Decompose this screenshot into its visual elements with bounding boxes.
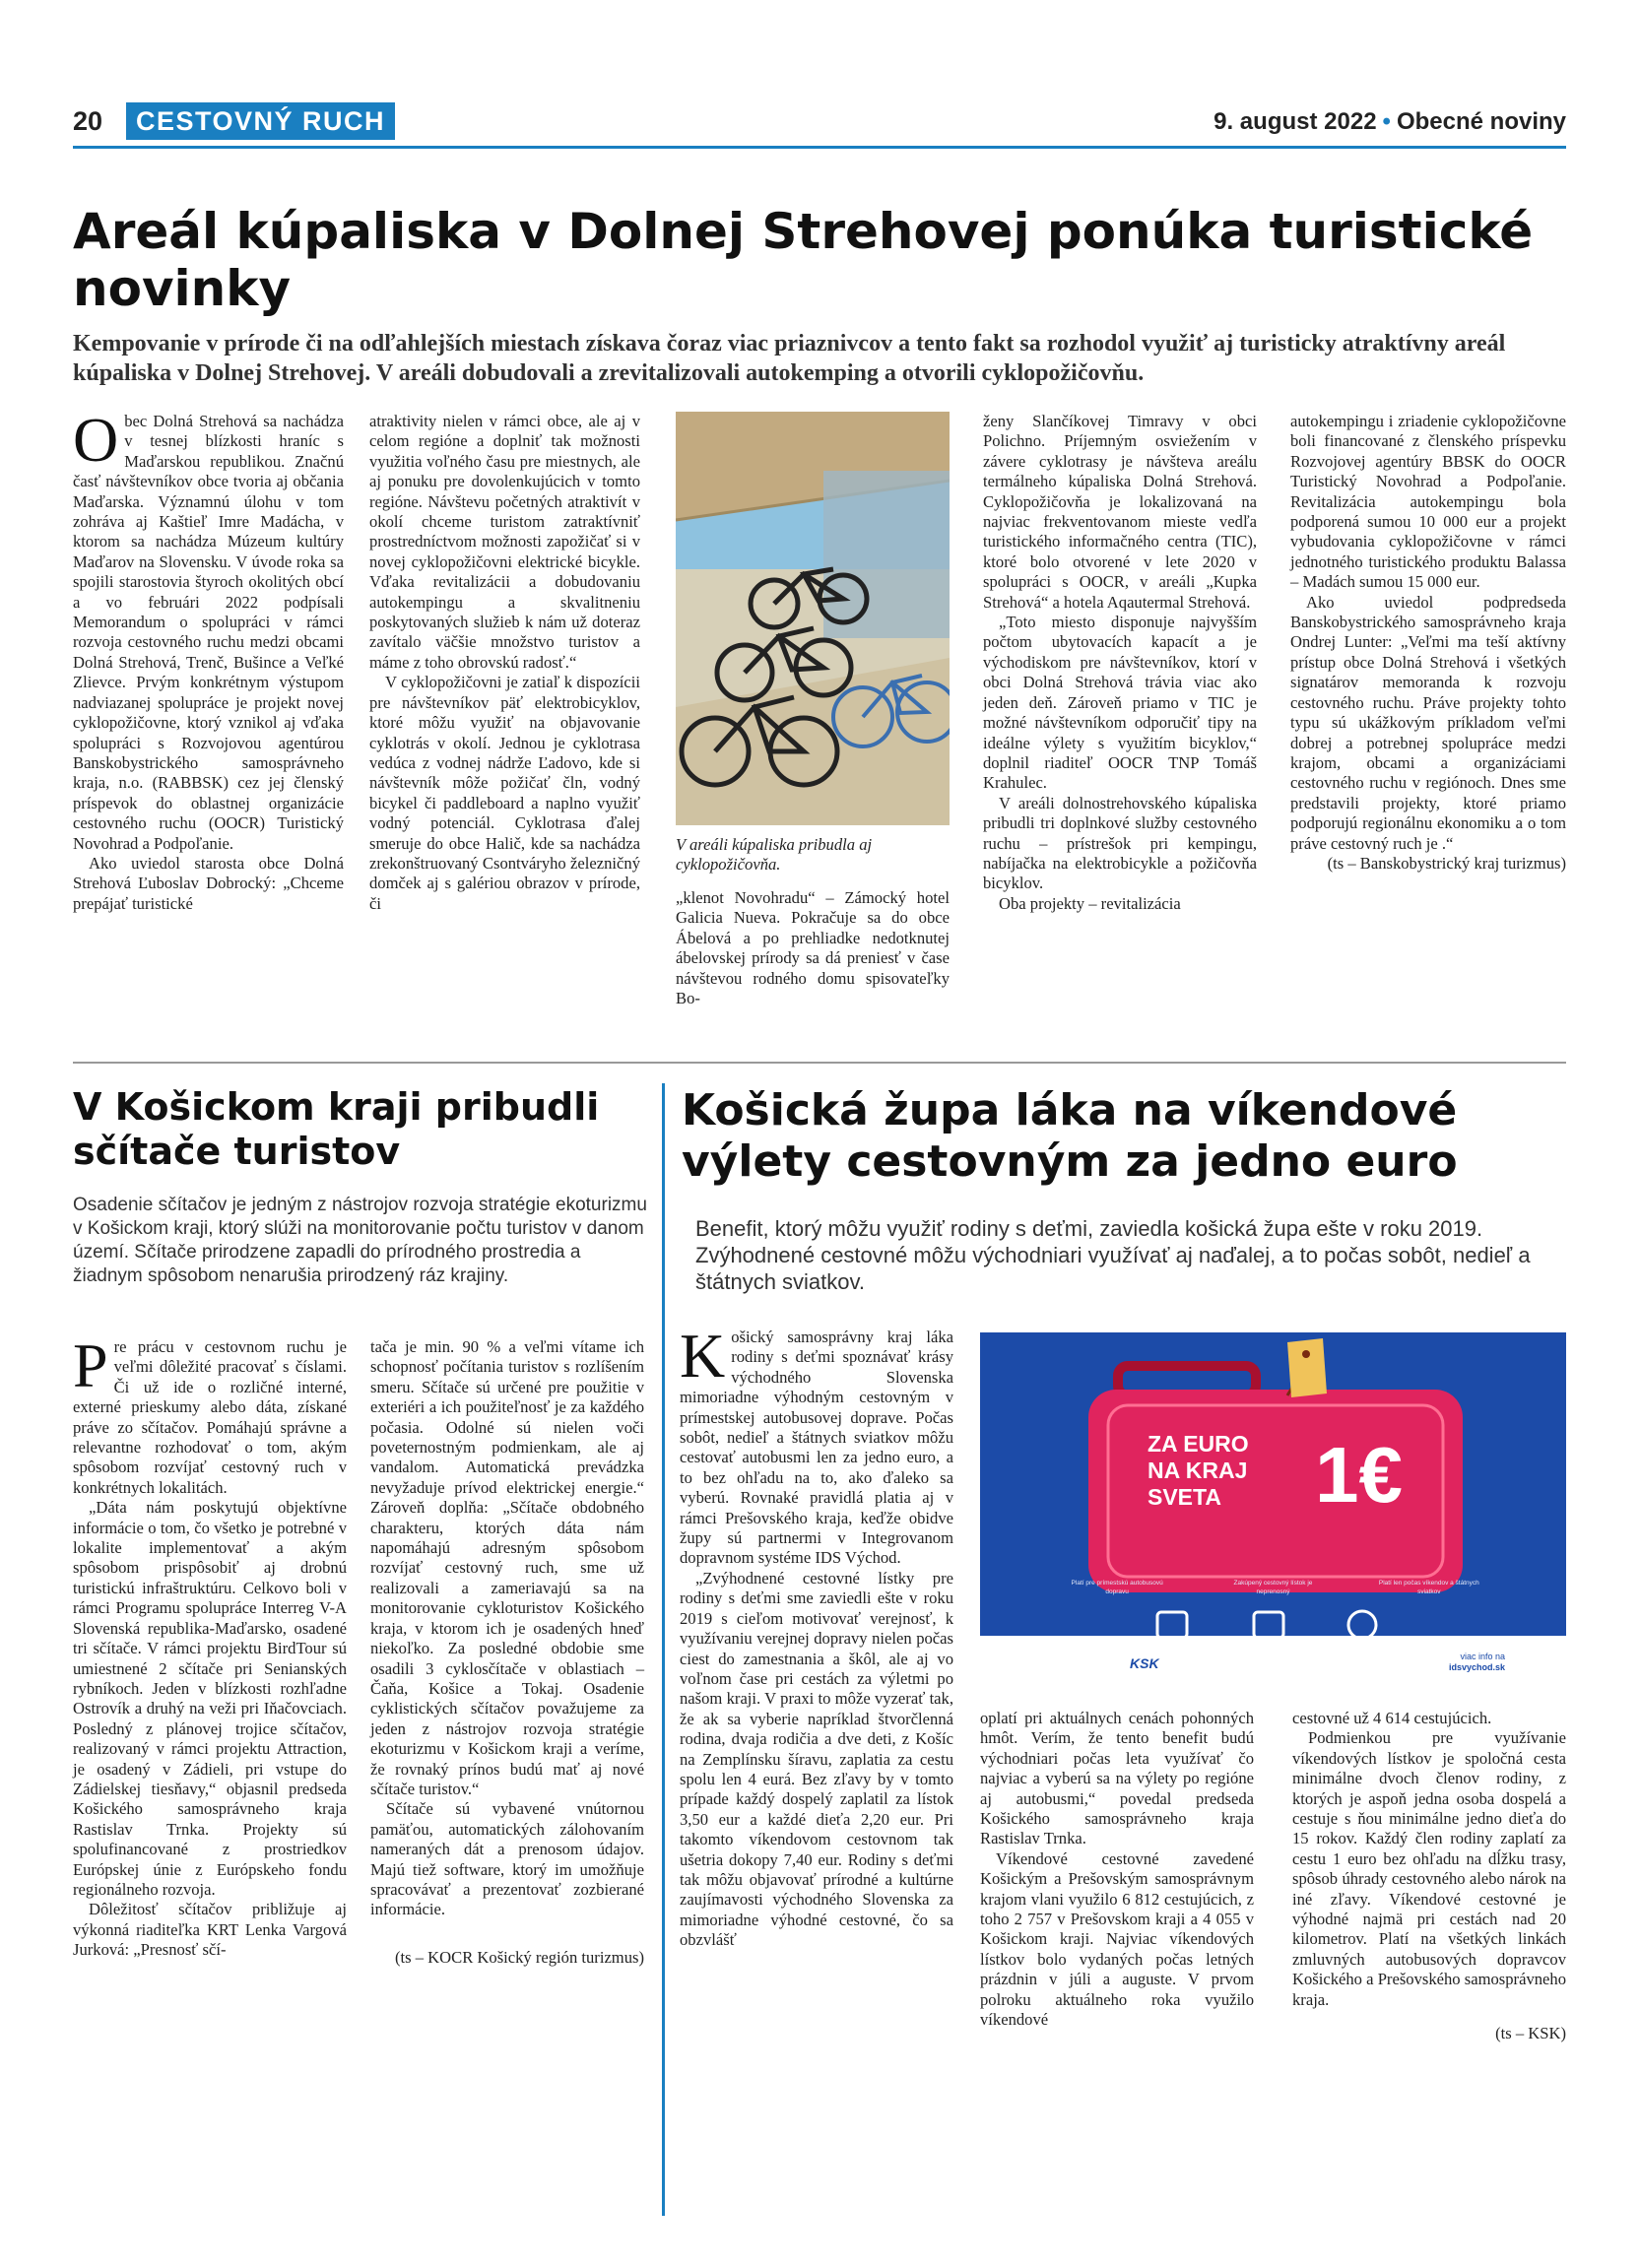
issue-info	[1214, 108, 1566, 136]
paragraph: „Zvýhodnené cestovné lístky pre rodiny s deťmi sme zaviedli ešte v roku 2019 s cieľom motivovať verejnosť, k využívaniu verejnej dopravy nielen počas ciest do zamestnania a škôl, ale aj vo voľnom čase pri cestách za výletmi po našom kraji. V praxi to môže vyzerať tak, že ak sa vyberie napríklad štvorčlenná rodina, dvaja rodičia a dve deti, z Košíc na Zemplínsku šíravu, zaplatia za cestu spolu len 4 eurá. Bez zľavy by v tomto prípade každý dospelý zaplatil za lístok 3,50 eur a každé dieťa 2,20 eur. Pri takomto víkendovom cestovnom tak ušetria dokopy 7,40 eur. Rodiny s deťmi tak môžu objavovať prírodné a kultúrne zaujímavosti východného Slovenska za mimoriadne výhodné cestovné, čo sa obzvlášť	[680, 1568, 953, 1950]
ad-website	[1449, 1652, 1505, 1673]
paragraph: autokempingu i zriadenie cyklopožičovne boli financované z členského príspevku Rozvojovej agentúry BBSK do OOCR Turistický Novohrad a Podpoľanie. Revitalizácia autokempingu bola podporená sumou 10 000 eur a projekt vybudovania cyklopožičovne v rámci jednotného turistického produktu Balassa – Madách sumou 15 000 eur.	[1290, 412, 1566, 592]
paragraph: Oba projekty – revitalizácia	[999, 893, 1181, 913]
paragraph: re prácu v cestovnom ruchu je veľmi dôležité pracovať s číslami. Či už ide o rozličné interné, externé prieskumy alebo dáta, získané práve zo sčítačov. Pomáhajú správne a relevantne rozhodovať o tom, akým spôsobom rozvíjať cestovný ruch v konkrétnych lokalitách.	[73, 1337, 347, 1497]
paragraph: V areáli dolnostrehovského kúpaliska pribudli tri doplnkové služby cestovného ruchu – prístrešok pri kempingu, nabíjačka na elektrobicykle a požičovňa bicyklov.	[983, 793, 1257, 893]
photo-caption: V areáli kúpaliska pribudla aj cyklopožičovňa.	[676, 835, 873, 875]
article3-column-2	[980, 1709, 1254, 2031]
article3-column-1	[680, 1321, 953, 1951]
article2-credit: (ts – KOCR Košický región turizmus)	[394, 1947, 644, 1967]
ad-feature: Zakúpený cestovný lístok je neprenosný	[1233, 1580, 1313, 1595]
paragraph: Ako uviedol starosta obce Dolná Strehová Ľuboslav Dobrocký: „Chceme prepájať turistické	[73, 853, 344, 913]
ad-headline-line: SVETA	[1148, 1484, 1221, 1510]
separator-dot: •	[1382, 108, 1391, 135]
article2-title: V Košickom kraji pribudli sčítače turistov	[73, 1085, 600, 1173]
bike-rental-illustration	[676, 412, 950, 825]
header-rule	[73, 146, 1566, 149]
ad-footer	[980, 1636, 1566, 1697]
article1-column-4	[983, 412, 1257, 914]
drop-cap: O	[73, 405, 119, 475]
paragraph: tača je min. 90 % a veľmi vítame ich schopnosť počítania turistov s rozlíšením smeru. Sčítače sú určené pre použitie v exteriéri a ich použiteľnosť je za každého počasia. Odolné sú nielen voči poveternostným podmienkam, ale aj vandalom. Automatická prevádzka nevyžaduje prívod elektrickej energie.“ Zároveň doplňa: „Sčítače obdobného charakteru, ktorých dáta nám napomáhajú adresným spôsobom rozvíjať cestovný ruch, sme už realizovali a zameriavajú sa na monitorovanie cykloturistov Košického kraja, v ktorom ich je osadených hneď niekoľko. Za posledné obdobie sme osadili 3 cyklosčítače v oblastiach – Čaňa, Košice a Tokaj. Osadenie cyklistických sčítačov považujeme za jeden z nástrojov rozvoja stratégie ekoturizmu v Košickom kraji a veríme, že rovnaký prínos budú mať aj nové sčítače turistov.“	[370, 1337, 644, 1798]
paragraph: ošický samosprávny kraj láka rodiny s deťmi spoznávať krásy východného Slovenska mimoriadne výhodným cestovným v prímestskej autobusovej doprave. Počas sobôt, nedieľ a štátnych sviatkov môžu cestovať autobusmi len za jedno euro, a to bez ohľadu na to, ako ďaleko sa vyberú. Rovnaké pravidlá platia aj v rámci Prešovského kraja, keďže obidve župy sú partnermi v Integrovanom dopravnom systéme IDS Východ.	[680, 1328, 953, 1568]
paragraph: Sčítače sú vybavené vnútornou pamäťou, automatických zálohovaním nameraných dát a prenosom údajov. Majú tiež software, ktorý im umožňuje spracovávať a prezentovať zozbierané informácie.	[370, 1799, 644, 1919]
ad-website-label: viac info na	[1460, 1652, 1505, 1661]
ksk-logo: KSK	[1130, 1655, 1159, 1671]
ad-headline-line: ZA EURO	[1148, 1431, 1249, 1457]
article3-title: Košická župa láka na víkendové výlety cestovným za jedno euro	[682, 1085, 1458, 1187]
paragraph: Dôležitosť sčítačov približuje aj výkonná riaditeľka KRT Lenka Vargová Jurková: „Presnosť sčí-	[73, 1900, 347, 1960]
article3-column-3	[1292, 1709, 1566, 2044]
paragraph: Víkendové cestovné zavedené Košickým a Prešovským samosprávnym krajom vlani využilo 6 812 cestujúcich, z toho 2 757 v Prešovskom kraji a 4 055 v Košickom kraji. Najviac víkendových lístkov bolo vydaných počas letných prázdnin v júli a auguste. V prvom polroku aktuálneho roka využilo víkendové	[980, 1848, 1254, 2030]
paragraph: oplatí pri aktuálnych cenách pohonných hmôt. Verím, že tento benefit budú východniari počas leta využívať čo najviac a vyberú sa na výlety po regióne aj autobusmi,“ povedal predseda Košického samosprávneho kraja Rastislav Trnka.	[980, 1709, 1254, 1848]
publication-name: Obecné noviny	[1396, 108, 1566, 135]
ad-price: 1€	[1315, 1431, 1403, 1519]
article2-column-2	[370, 1337, 644, 1968]
paragraph: bec Dolná Strehová sa nachádza v tesnej blízkosti hraníc s Maďarskou republikou. Značnú časť návštevníkov obce tvoria aj občania Maďarska. Významnú úlohu v tom zohráva aj Kaštieľ Imre Madácha, v ktorom sa nachádza Múzeum kultúry Maďarov na Slovensku. V úvode roka sa spojili starostovia štyroch okolitých obcí a vo februári 2022 podpísali Memorandum o spolupráci v rámci rozvoja cestovného ruchu medzi obcami Dolná Strehová, Trenč, Bušince a Veľké Zlievce. Prvým konkrétnym výstupom nadviazanej spolupráce je projekt novej cyklopožičovne, ktorý vznikol aj vďaka spolupráci s Rozvojovou agentúrou Banskobystrického samosprávneho kraja, n.o. (RABBSK) cez jej členský príspevok do oblastnej organizácie cestovného ruchu (OOCR) Turistický Novohrad a Podpoľanie.	[73, 412, 344, 853]
article2-lead: Osadenie sčítačov je jedným z nástrojov rozvoja stratégie ekoturizmu v Košickom kraji, ktorý slúži na monitorovanie počtu turistov v danom území. Sčítače prirodzene zapadli do prírodného prostredia a žiadnym spôsobom nenarušia prirodzený ráz krajiny.	[73, 1195, 647, 1286]
article1-column-1	[73, 405, 344, 914]
article1-column-2	[369, 412, 640, 914]
article1-column-5	[1290, 412, 1566, 874]
paragraph: ženy Slančíkovej Timravy v obci Polichno. Príjemným osviežením v závere cyklotrasy je návšteva areálu termálneho kúpaliska Dolná Strehová. Cyklopožičovňa je lokalizovaná na najviac frekventovanom mieste vedľa turistického informačného centra (TIC), ktoré bolo otvorené v lete 2020 v spolupráci s OOCR, v areáli „Kupka Strehová“ a hotela Aqautermal Strehová.	[983, 412, 1257, 612]
ad-feature: Platí pre prímestskú autobusovú dopravu	[1071, 1580, 1163, 1595]
ad-features	[980, 1579, 1566, 1596]
paragraph: „klenot Novohradu“ – Zámocký hotel Galicia Nueva. Pokračuje sa do obce Ábelová a po prehliadke nedotknutej ábelovskej prírody sa dá preniesť v čase návštevou rodného domu spisovateľky Bo-	[676, 888, 950, 1008]
paragraph: „Dáta nám poskytujú objektívne informácie o tom, čo všetko je potrebné v lokalite implementovať a akým spôsobom prispôsobiť aj drobnú turistickú infraštruktúru. Celkovo boli v rámci Programu spolupráce Interreg V-A Slovenská republika-Maďarsko, osadené tri sčítače. V rámci projektu BirdTour sú umiestnené 2 sčítače pri Senianských rybníkoch. Jeden v blízkosti rozhľadne Ostrovík a druhý na veži pri Iňačovciach. Posledný z plánovej trojice sčítačov, realizovaný v rámci projektu Attraction, je osadený v Zádieli, pri vstupe do Zádielskej tiesňavy,“ objasnil predseda Košického samosprávneho kraja Rastislav Trnka. Projekty sú spolufinancované z prostriedkov Európskej únie z Európskeho fondu regionálneho rozvoja.	[73, 1498, 347, 1899]
paragraph: atraktivity nielen v rámci obce, ale aj v celom regióne a doplniť tak možnosti využitia voľného času pre miestnych, ale aj ponuku pre dovolenkujúcich v tomto regióne. Návštevu početných atraktivít v okolí chceme turistom zatraktívniť prostredníctvom možnosti zapožičať si v novej cyklopožičovni elektrické bicykle. Vďaka revitalizácii a dobudovaniu autokempingu a skvalitneniu poskytovaných služieb k nám už doteraz zavítalo väčšie množstvo turistov a máme z toho obrovskú radosť.“	[369, 412, 640, 672]
paragraph: Podmienkou pre využívanie víkendových lístkov je spoločná cesta minimálne dvoch členov rodiny, z ktorých je aspoň jedna osoba dospelá a cestuje s ňou minimálne jedno dieťa do 15 rokov. Každý člen rodiny zaplatí za cestu 1 euro bez ohľadu na dĺžku trasy, spôsob úhrady cestovného alebo nárok na iné zľavy. Víkendové cestovné je výhodné najmä pri cestách nad 20 kilometrov. Platí na všetkých linkách zmluvných autobusových dopravcov Košického a Prešovského samosprávneho kraja.	[1292, 1728, 1566, 2009]
drop-cap: P	[73, 1330, 108, 1400]
weekend-fare-ad	[980, 1332, 1566, 1697]
paragraph: cestovné už 4 614 cestujúcich.	[1292, 1709, 1492, 1727]
article1-title: Areál kúpaliska v Dolnej Strehovej ponúka turistické novinky	[73, 203, 1534, 317]
page-header	[73, 102, 1566, 146]
issue-date: 9. august 2022	[1214, 108, 1377, 135]
ad-headline-line: NA KRAJ	[1148, 1458, 1248, 1483]
bike-rental-photo	[676, 412, 950, 825]
section-divider	[73, 1062, 1566, 1064]
page-number: 20	[73, 106, 103, 136]
article3-credit: (ts – KSK)	[1495, 2024, 1566, 2043]
paragraph: Ako uviedol podpredseda Banskobystrického samosprávneho kraja Ondrej Lunter: „Veľmi ma teší aktívny prístup obce Dolná Strehová i všetkých signatárov memoranda k rozvoju cestovného ruchu. Práve projekty tohto typu sú ukážkovým príkladom veľmi dobrej a potrebnej spolupráce medzi krajom, obcami a organizáciami cestovného ruchu v regiónoch. Dnes sme predstavili projekty, ktoré priamo podporujú regionálnu ekonomiku a o tom práve cestovný ruch je .“	[1290, 592, 1566, 853]
article3-lead: Benefit, ktorý môžu využiť rodiny s deťmi, zaviedla košická župa ešte v roku 2019. Zvýhodnené cestovné môžu východniari využívať aj naďalej, a to počas sobôt, nedieľ a štátnych sviatkov.	[695, 1216, 1531, 1294]
article1-credit: (ts – Banskobystrický kraj turizmus)	[1327, 853, 1566, 873]
article1-column-3	[676, 888, 950, 1008]
column-divider	[662, 1083, 665, 2216]
drop-cap: K	[680, 1321, 726, 1391]
paragraph: „Toto miesto disponuje najvyšším počtom ubytovacích kapacít a je východiskom pre návštevníkov, ktorí v obci Dolná Strehová trávia viac ako jeden deň. Zároveň priamo v TIC je možné návštevníkom odporučiť tipy na ideálne výlety s využitím bicyklov,“ doplnil riaditeľ OOCR TNP Tomáš Krahulec.	[983, 613, 1257, 793]
article2-column-1	[73, 1330, 347, 1961]
article1-lead: Kempovanie v prírode či na odľahlejších miestach získava čoraz viac priaznivcov a tento fakt sa rozhodol využiť aj turisticky atraktívny areál kúpaliska v Dolnej Strehovej. V areáli dobudovali a zrevitalizovali autokemping a otvorili cyklopožičovňu.	[73, 331, 1506, 386]
paragraph: V cyklopožičovni je zatiaľ k dispozícii pre návštevníkov päť elektrobicyklov, ktoré môžu využiť na objavovanie cyklotrás v okolí. Jednou je cyklotrasa vedúca z vodnej nádrže Ľadovo, kde si návštevník môže požičať čln, vodný bicykel či paddleboard a naplno využiť vodný potenciál. Cyklotrasa ďalej smeruje do obce Halič, kde sa nachádza zrekonštruovaný Csontváryho železničný domček aj s galériou obrazov v prírode, či	[369, 673, 640, 913]
section-label: CESTOVNÝ RUCH	[126, 102, 395, 140]
ad-headline	[1148, 1431, 1249, 1511]
ad-feature: Platí len počas víkendov a štátnych sviatkov	[1378, 1580, 1479, 1595]
ad-website-link: idsvychod.sk	[1448, 1662, 1505, 1672]
